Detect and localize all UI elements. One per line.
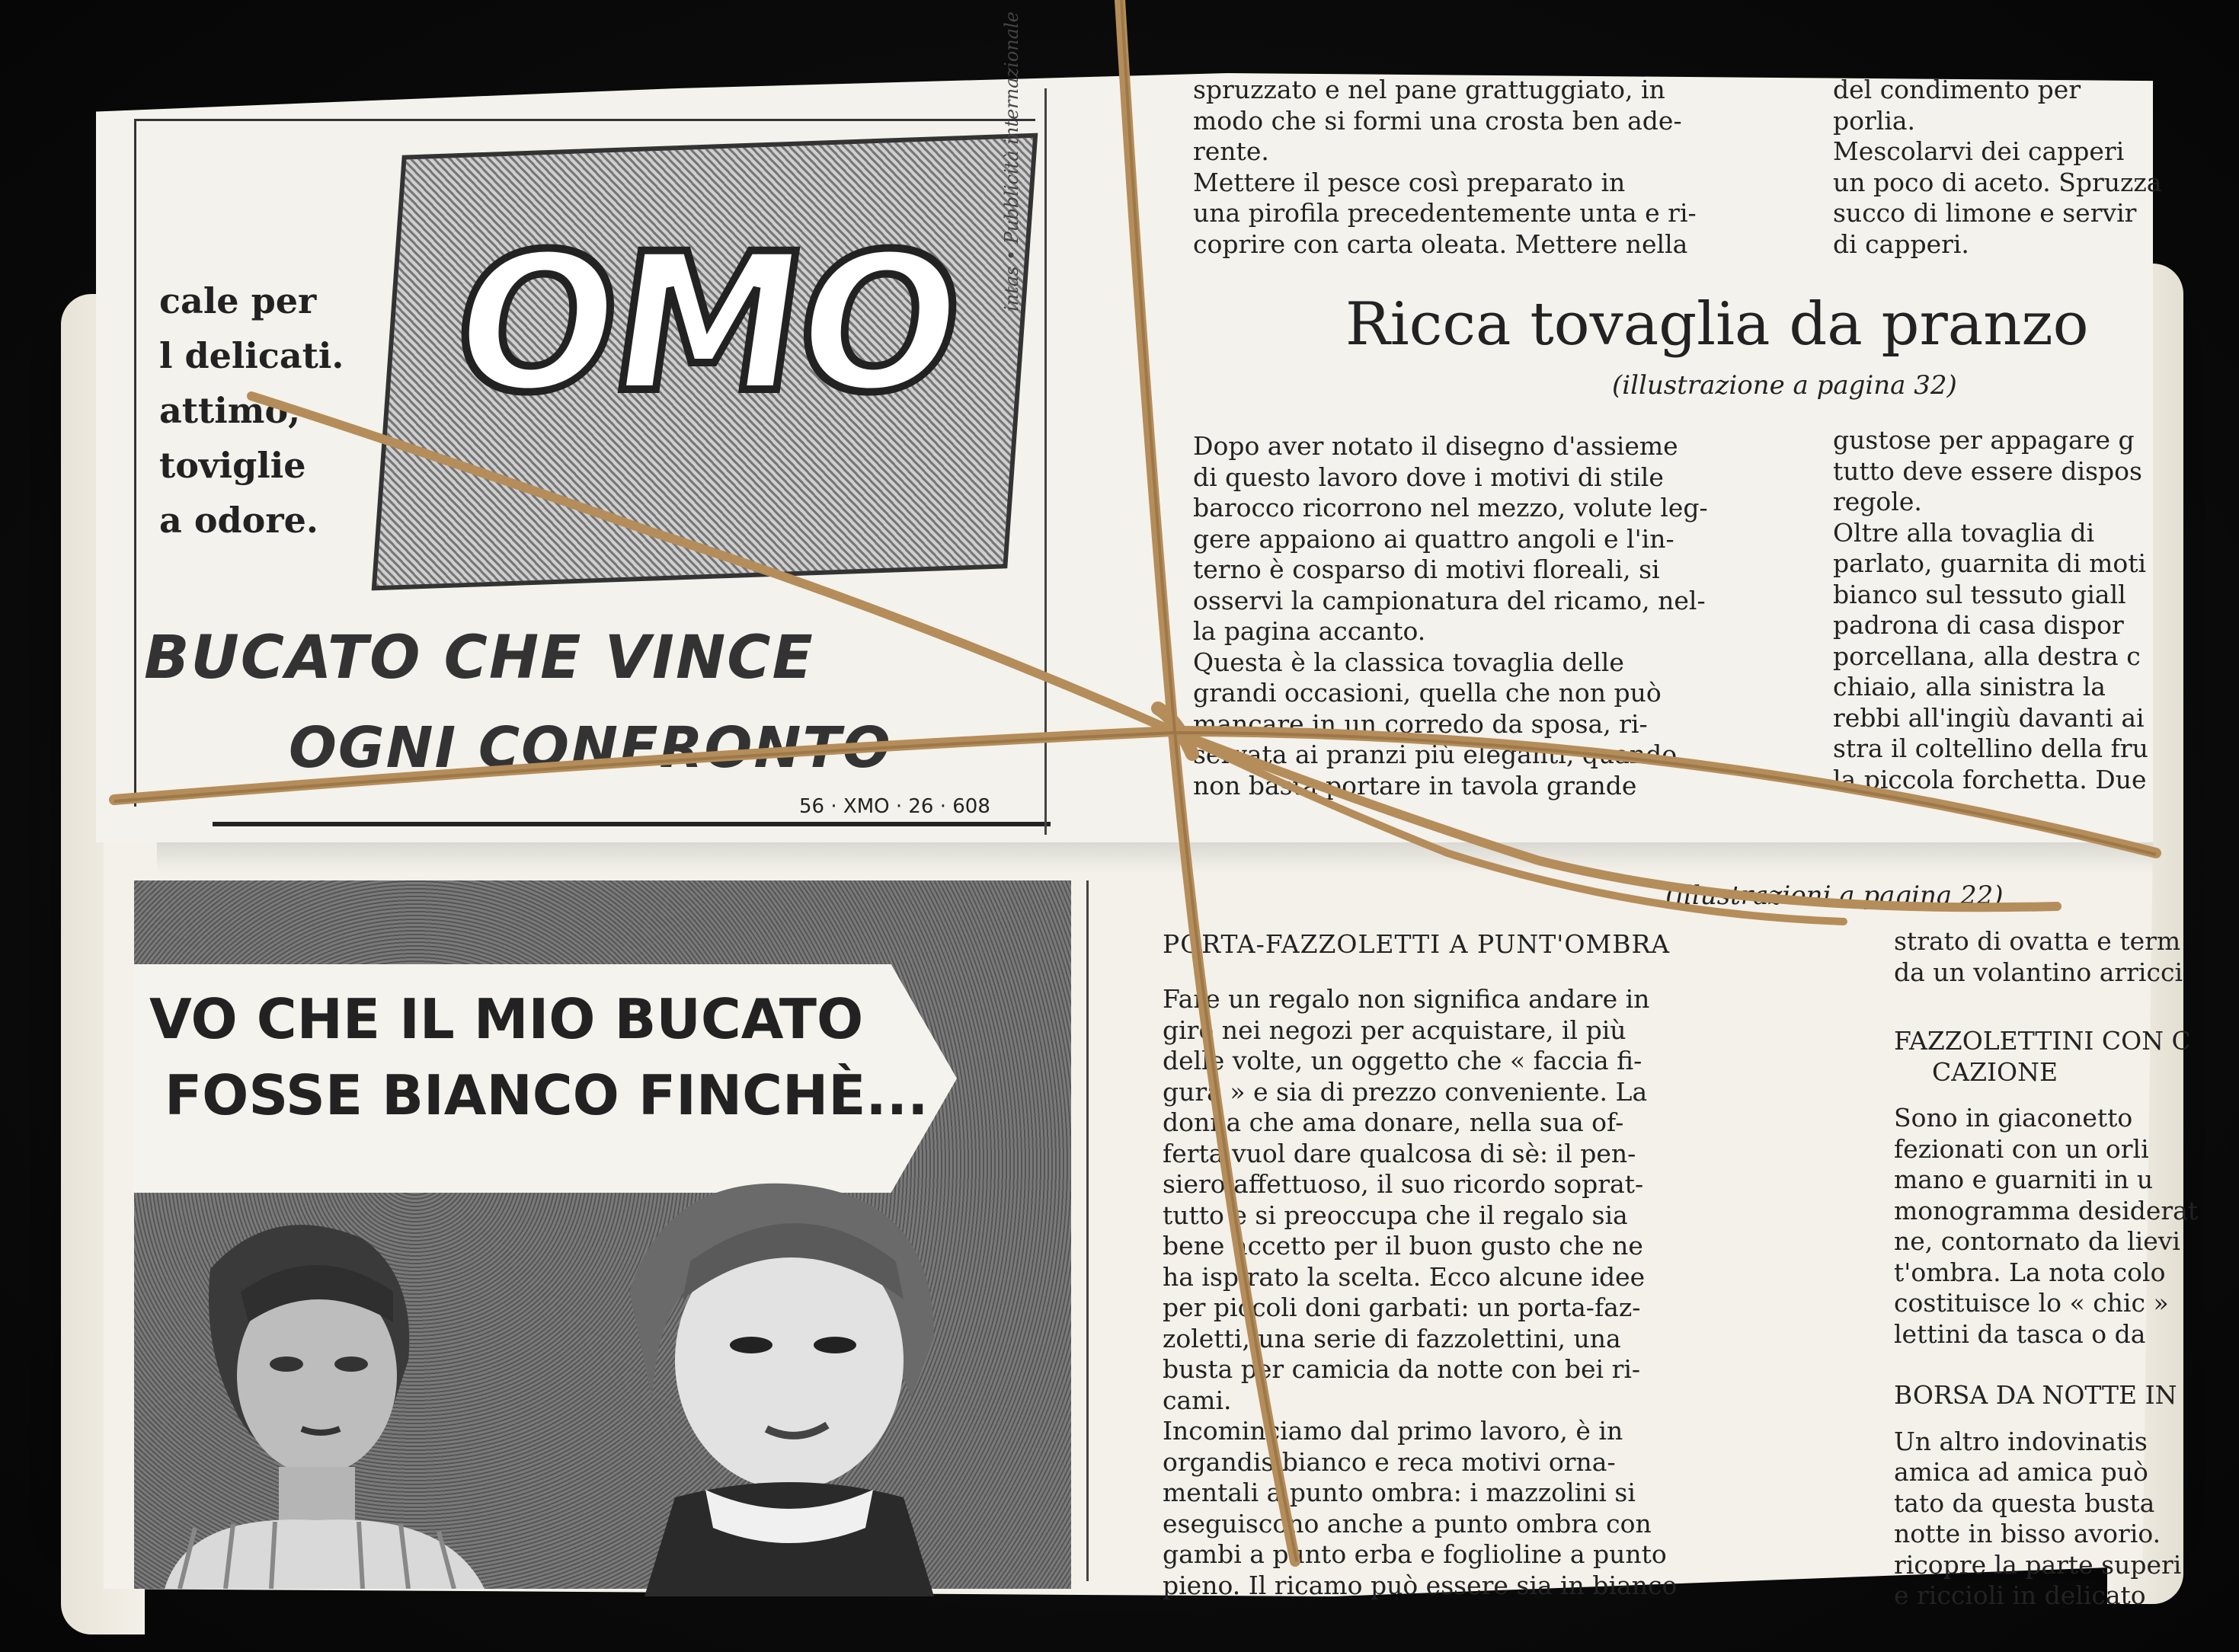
text-line: busta per camicia da notte con bei ri-: [1163, 1354, 1641, 1384]
text-line: grandi occasioni, quella che non può: [1193, 678, 1662, 708]
text-line: servata ai pranzi più eleganti, quando: [1193, 740, 1678, 769]
text-line: l delicati.: [159, 335, 344, 376]
text-line: ferta vuol dare qualcosa di sè: il pen-: [1163, 1138, 1636, 1168]
text-line: porcellana, alla destra c: [1833, 641, 2141, 671]
text-line: terno è cosparso di motivi floreali, si: [1193, 554, 1660, 584]
top-article: [1102, 73, 2162, 835]
text-line: mancare in un corredo da sposa, ri-: [1193, 708, 1648, 739]
text-line: Mettere il pesce così preparato in: [1193, 167, 1626, 197]
text-line: porlia.: [1833, 105, 1916, 136]
text-line: notte in bisso avorio.: [1894, 1519, 2161, 1548]
text-line: gere appaiono ai quattro angoli e l'in-: [1193, 523, 1674, 554]
text-line: del condimento per: [1833, 75, 2081, 104]
text-line: lettini da tasca o da: [1894, 1318, 2146, 1349]
text-line: mano e guarniti in u: [1894, 1165, 2154, 1194]
article-subtitle: (illustrazione a pagina 32): [1612, 370, 1957, 401]
omo-advertisement: [134, 11, 1035, 818]
text-line: coprire con carta oleata. Mettere nella: [1193, 228, 1688, 259]
text-line: organdis bianco e reca motivi orna-: [1163, 1446, 1616, 1477]
text-line: parlato, guarnita di moti: [1833, 548, 2147, 578]
text-line: gustose per appagare g: [1833, 425, 2135, 455]
text-line: osservi la campionatura del ricamo, nel-: [1193, 585, 1706, 615]
text-line: spruzzato e nel pane grattuggiato, in: [1193, 75, 1665, 104]
article-column-1: [1193, 431, 1708, 801]
text-line: bene accetto per il buon gusto che ne: [1163, 1231, 1643, 1261]
text-line: stra il coltellino della fru: [1833, 733, 2148, 763]
text-line: chiaio, alla sinistra la: [1833, 672, 2106, 701]
heading-fazzolettini-cont: CAZIONE: [1932, 1056, 2058, 1087]
woman-right-illustration: [576, 1170, 972, 1596]
text-line: rente.: [1193, 136, 1269, 166]
text-line: regole.: [1833, 487, 1922, 516]
heading-porta-fazzoletti: PORTA-FAZZOLETTI A PUNT'OMBRA: [1163, 929, 1671, 959]
text-line: toviglie: [159, 445, 306, 486]
text-line: t'ombra. La nota colo: [1894, 1257, 2166, 1287]
text-line: modo che si formi una crosta ben ade-: [1193, 105, 1682, 136]
heading-borsa-da-notte: BORSA DA NOTTE IN: [1894, 1380, 2177, 1410]
text-line: costituisce lo « chic »: [1894, 1288, 2169, 1318]
ad-bottom-rule: [213, 822, 1051, 826]
text-line: monogramma desiderat: [1894, 1195, 2199, 1225]
front-article-subtitle: (illustrazioni a pagina 22): [1665, 880, 2004, 911]
text-line: cale per: [159, 280, 317, 321]
text-line: succo di limone e servir: [1833, 198, 2137, 228]
heading-fazzolettini: FAZZOLETTINI CON C: [1894, 1026, 2191, 1056]
bubble-line-2: FOSSE BIANCO FINCHÈ...: [165, 1063, 929, 1127]
front-article: [1132, 880, 2199, 1610]
intro-right-column: [1833, 75, 2161, 260]
text-line: Sono in giaconetto: [1894, 1103, 2133, 1133]
text-line: padrona di casa dispor: [1833, 610, 2124, 640]
text-line: tutto e si preoccupa che il regalo sia: [1163, 1200, 1628, 1230]
top-column-rule: [1044, 88, 1047, 835]
text-line: ricopre la parte superi: [1894, 1549, 2182, 1580]
text-line: mentali a punto ombra: i mazzolini si: [1163, 1478, 1636, 1507]
text-line: da un volantino arricci: [1894, 957, 2183, 987]
text-line: una pirofila precedentemente unta e ri-: [1193, 198, 1697, 228]
text-line: pieno. Il ricamo può essere sia in bianco: [1163, 1570, 1678, 1600]
bubble-line-1: VO CHE IL MIO BUCATO: [149, 987, 864, 1051]
text-line: e riccioli in delicato: [1894, 1580, 2146, 1610]
text-line: Dopo aver notato il disegno d'assieme: [1193, 431, 1678, 461]
front-column-rule: [1086, 880, 1089, 1581]
text-line: a odore.: [159, 500, 318, 541]
front-column-2: [1894, 926, 2198, 1612]
omo-logo: OMO: [440, 212, 972, 434]
text-line: la piccola forchetta. Due: [1833, 764, 2147, 794]
text-line: donna che ama donare, nella sua of-: [1163, 1107, 1624, 1137]
front-column-1: [1163, 984, 1677, 1601]
text-line: tato da questa busta: [1894, 1487, 2155, 1518]
text-line: zoletti, una serie di fazzolettini, una: [1163, 1323, 1621, 1353]
text-line: Incominciamo dal primo lavoro, è in: [1163, 1416, 1623, 1446]
article-title: Ricca tovaglia da pranzo: [1345, 290, 2089, 359]
text-line: amica ad amica può: [1894, 1457, 2148, 1487]
text-line: Questa è la classica tovaglia delle: [1193, 647, 1624, 677]
text-line: Oltre alla tovaglia di: [1833, 517, 2095, 548]
text-line: per piccoli doni garbati: un porta-faz-: [1163, 1293, 1641, 1322]
article-column-2: [1833, 425, 2148, 795]
detergent-ad-photo: [134, 880, 1071, 1589]
text-line: un poco di aceto. Spruzza: [1833, 167, 2162, 197]
text-line: siero affettuoso, il suo ricordo soprat-: [1163, 1169, 1644, 1199]
text-line: cami.: [1163, 1385, 1232, 1415]
text-line: la pagina accanto.: [1193, 616, 1426, 646]
text-line: tutto deve essere dispos: [1833, 455, 2142, 486]
text-line: attimo,: [159, 390, 301, 431]
wrapped-package: [96, 11, 2199, 1610]
text-line: gambi a punto erba e foglioline a punto: [1163, 1539, 1667, 1569]
text-line: Mescolarvi dei capperi: [1833, 136, 2125, 166]
woman-left-illustration: [165, 1208, 485, 1589]
slogan-line-1: BUCATO CHE VINCE: [144, 624, 814, 692]
slogan-line-2: OGNI CONFRONTO: [289, 715, 892, 781]
intro-left-column: [1193, 75, 1697, 260]
text-line: Un altro indovinatis: [1894, 1426, 2148, 1456]
text-line: bianco sul tessuto giall: [1833, 579, 2126, 609]
text-line: eseguiscono anche a punto ombra con: [1163, 1508, 1652, 1539]
text-line: non basta portare in tavola grande: [1193, 770, 1637, 800]
text-line: rebbi all'ingiù davanti ai: [1833, 702, 2145, 733]
text-line: barocco ricorrono nel mezzo, volute leg-: [1193, 493, 1708, 522]
text-line: fezionati con un orli: [1894, 1133, 2149, 1164]
text-line: ne, contornato da lievi: [1894, 1226, 2180, 1256]
text-line: strato di ovatta e term: [1894, 926, 2181, 956]
text-line: di capperi.: [1833, 228, 1969, 259]
text-line: ha ispirato la scelta. Ecco alcune idee: [1163, 1261, 1646, 1292]
overlap-shadow: [157, 842, 2153, 873]
ad-credit: intas • Pubblicità internazionale: [1001, 11, 1022, 312]
text-line: gura » e sia di prezzo conveniente. La: [1163, 1076, 1648, 1107]
text-line: giro nei negozi per acquistare, il più: [1163, 1015, 1626, 1045]
text-line: di questo lavoro dove i motivi di stile: [1193, 462, 1664, 492]
text-line: delle volte, un oggetto che « faccia fi-: [1163, 1046, 1642, 1075]
ad-code: 56 · XMO · 26 · 608: [799, 795, 990, 818]
omo-copy-text: [159, 273, 344, 548]
text-line: Fare un regalo non significa andare in: [1163, 984, 1650, 1014]
